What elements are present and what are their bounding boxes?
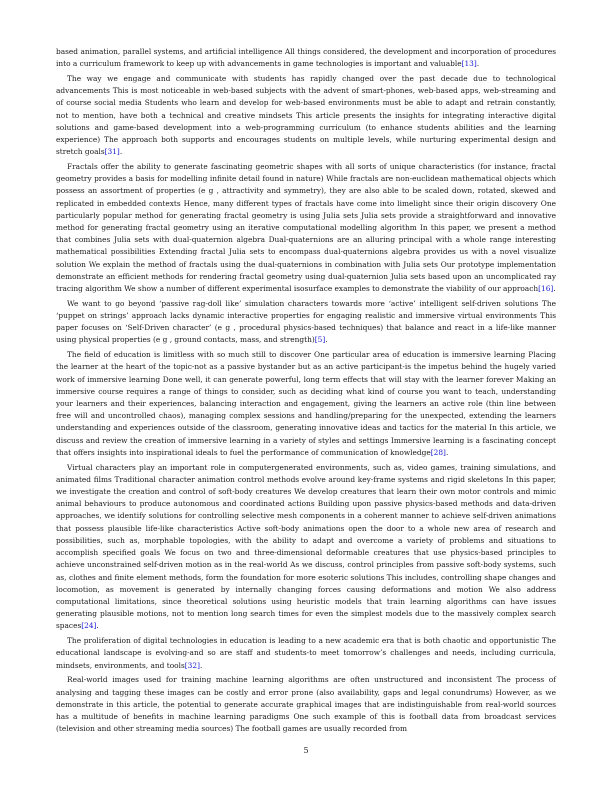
paragraph-tail: . xyxy=(445,447,449,457)
paragraph-tail: . xyxy=(476,59,480,69)
paragraph-7 xyxy=(56,635,556,672)
paragraph-2 xyxy=(56,73,556,158)
citation-link[interactable]: [5] xyxy=(314,335,326,345)
paragraph-tail: . xyxy=(96,621,99,631)
citation-link[interactable]: [32] xyxy=(184,660,200,670)
page-number: 5 xyxy=(303,746,309,755)
paragraph-4 xyxy=(56,298,556,347)
paragraph-text: The proliferation of digital technologies in education is leading to a new academic era that is both chaotic and opportunistic The educational landscape is evolving-and so are staff and students-to meet tomorrow’s challenges and needs, including curricula, mindsets, environments, and tools xyxy=(56,636,556,670)
paragraph-6 xyxy=(56,462,556,633)
paragraph-text: Real-world images used for training machine learning algorithms are often unstructured and inconsistent The process of analysing and tagging these images can be costly and error prone (also availability, gaps and legal conundrums) However, as we demonstrate in this article, the potential to generate accurate graphical images that are indistinguishable from real-world sources has a multitude of benefits in machine learning paradigms One such example of this is football data from broadcast services (television and other streaming media sources) The football games are usually recorded from xyxy=(56,675,556,734)
paragraph-5 xyxy=(56,349,556,459)
citation-link[interactable]: [28] xyxy=(430,447,446,457)
paragraph-tail: . xyxy=(553,284,556,294)
paragraph-tail: . xyxy=(325,335,328,345)
paragraph-1 xyxy=(56,46,556,70)
paragraph-8 xyxy=(56,674,556,735)
paragraph-text: Fractals offer the ability to generate fascinating geometric shapes with all sorts of unique characteristics (for instance, fractal geometry provides a basis for modelling infinite detail found in nature) While fractals are non-euclidean mathematical objects which possess an assortment of properties (e g , attractivity and symmetry), they are also able to be scaled down, rotated, skewed and replicated in embedded contexts Hence, many different types of fractals have come into limelight since their origin discovery One particularly popular method for generating fractal geometry is using Julia sets Julia sets provide a straightforward and innovative method for generating fractal geometry using an iterative computational modelling algorithm In this paper, we present a method that combines Julia sets with dual-quaternion algebra Dual-quaternions are an alluring principal with a whole range interesting mathematical possibilities Extending fractal Julia sets to encompass dual-quaternions algebra provides us with a novel visualize solution We explain the method of fractals using the dual-quaternions in combination with Julia sets Our prototype implementation demonstrate an efficient methods for rendering fractal geometry using dual-quaternion Julia sets based upon an uncomplicated ray tracing algorithm We show a number of different experimental isosurface examples to demonstrate the viability of our approach xyxy=(56,162,556,294)
paragraph-3 xyxy=(56,161,556,295)
paragraph-text: The field of education is limitless with so much still to discover One particular area of education is immersive learning Placing the learner at the heart of the topic-not as a passive bystander but as an active participant-is the impetus behind the hugely varied work of immersive learning Done well, it can generate powerful, long term effects that will stay with the learner forever Making an immersive course requires a range of things to consider, such as deciding what kind of course you want to teach, understanding your learners and their experiences, balancing interaction and engagement, giving the learners an active role (thin line between free will and uncontrolled chaos), managing complex sessions and handling/preparing for the unexpected, extending the learners understanding and experiences outside of the classroom, generating innovative ideas and tactics for the material In this article, we discuss and review the creation of immersive learning in a variety of styles and settings Immersive learning is a fascinating concept that offers insights into inspirational ideals to fuel the performance of communication of knowledge xyxy=(56,350,556,457)
paragraph-tail: . xyxy=(199,660,203,670)
paragraph-text: The way we engage and communicate with students has rapidly changed over the past decade due to technological advancements This is most noticeable in web-based subjects with the advent of smart-phones, web-based apps, web-streaming and of course social media Students who learn and develop for web-based environments must be able to adapt and retrain constantly, not to mention, have both a technical and creative mindsets This article presents the insights for integrating interactive digital solutions and game-based development into a web-programming curriculum (to enhance students abilities and the learning experience) The approach both supports and encourages students on multiple levels, while nurturing experimental design and stretch goals xyxy=(56,74,556,157)
paper-body xyxy=(56,46,556,738)
paragraph-text: We want to go beyond ‘passive rag-doll like’ simulation characters towards more ‘active’ intelligent self-driven solutions The ‘puppet on strings’ approach lacks dynamic interactive properties for engaging realistic and immersive virtual environments This paper focuses on ‘Self-Driven character’ (e g , procedural physics-based techniques) that balance and react in a life-like manner using physical properties (e g , ground contacts, mass, and strength) xyxy=(56,298,556,345)
paragraph-tail: . xyxy=(119,147,123,157)
paragraph-text: Virtual characters play an important role in computergenerated environments, such as, video games, training simulations, and animated films Traditional character animation control methods evolve around key-frame systems and rigid skeletons In this paper, we investigate the creation and control of soft-body creatures We develop creatures that learn their own motor controls and mimic animal behaviours to produce autonomous and coordinated actions Building upon passive physics-based methods and data-driven approaches, we identify solutions for controlling selective mesh components in a coherent manner to achieve self-driven animations that possess plausible life-like characteristics Active soft-body animations open the door to a whole new area of research and possibilities, such as, morphable topologies, with the ability to adapt and overcome a variety of problems and situations to accomplish specified goals We focus on two and three-dimensional deformable creatures that use physics-based principles to achieve unconstrained self-driven motion as in the real-world As we discuss, control principles from passive soft-body systems, such as, clothes and finite element methods, form the foundation for more esoteric solutions This includes, controlling shape changes and locomotion, as movement is generated by internally changing forces causing deformations and motion We also address computational limitations, since theoretical solutions using heuristic models that train learning algorithms can have issues generating plausible motions, not to mention long search times for even the simplest models due to the massively complex search spaces xyxy=(56,462,556,631)
citation-link[interactable]: [31] xyxy=(104,147,120,157)
citation-link[interactable]: [24] xyxy=(81,621,97,631)
citation-link[interactable]: [16] xyxy=(538,284,554,294)
citation-link[interactable]: [13] xyxy=(461,59,477,69)
paragraph-text: based animation, parallel systems, and artificial intelligence All things considered, the development and incorporation of procedures into a curriculum framework to keep up with advancements in game technologies is important and valuable xyxy=(56,47,556,69)
